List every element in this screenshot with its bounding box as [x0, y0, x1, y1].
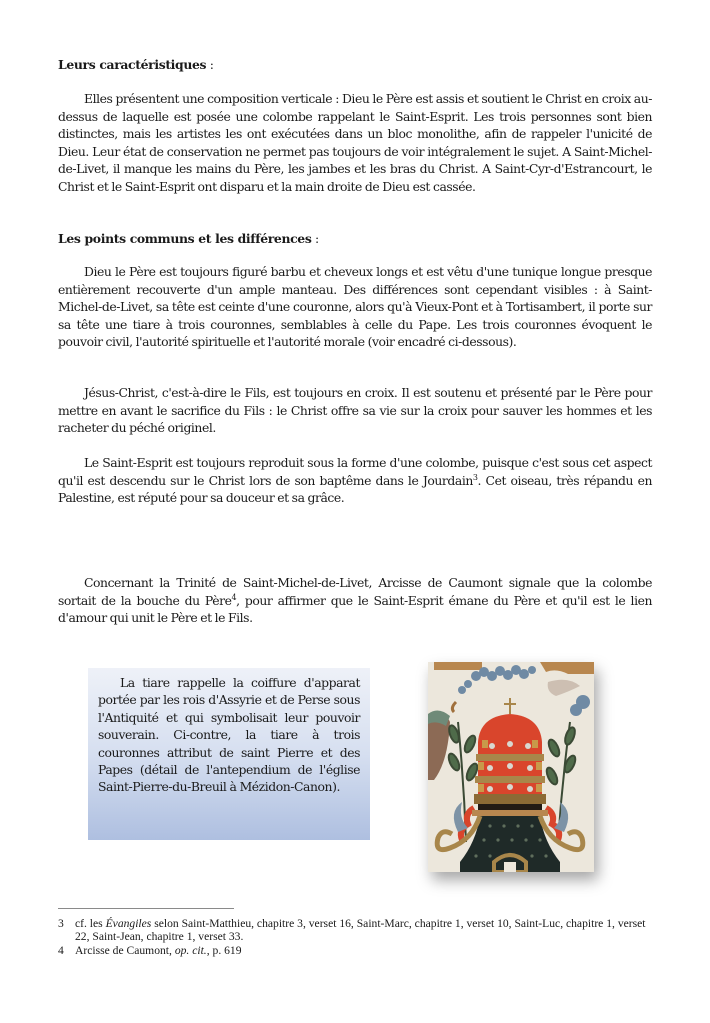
paragraph-god-the-father: Dieu le Père est toujours figuré barbu et cheveux longs et est vêtu d'une tunique longue presque entièrement recouverte d'un ample manteau. Des différences sont cependant visibles : à Saint-Michel-de-Livet, sa tête est ceinte d'une couronne, alors qu'à Vieux-Pont et à Tortisambert, il porte sur sa tête une tiare à trois couronnes, semblables à celle du Pape. Les trois couronnes évoquent le pouvoir civil, l'autorité spirituelle et l'autorité morale (voir encadré ci-dessous).: [58, 264, 652, 350]
heading-colon: :: [206, 57, 214, 72]
footnote-italic-title: Évangiles: [105, 917, 152, 930]
paragraph-composition: Elles présentent une composition verticale : Dieu le Père est assis et soutient le Christ en croix au-dessus de laquelle est posée une colombe rappelant le Saint-Esprit. Les trois personnes sont bien distinctes, mais les artistes les ont exécutées dans un bloc monolithe, afin de rappeler l'unicité de Dieu. Leur état de conservation ne permet pas toujours de voir intégralement le sujet. A Saint-Michel-de-Livet, il manque les mains du Père, les jambes et les bras du Christ. A Saint-Cyr-d'Estrancourt, le Christ et le Saint-Esprit ont disparu et la main droite de Dieu est cassée.: [58, 91, 652, 194]
footnote-ref-3[interactable]: 3: [472, 472, 478, 482]
paragraph-text: , pour affirmer que le Saint-Esprit émane du Père et qu'il est le lien d'amour qui unit le Père et le Fils.: [58, 592, 652, 626]
papal-tiara-illustration: [428, 662, 594, 872]
heading-text: Leurs caractéristiques: [58, 57, 207, 72]
footnote-number: 4: [58, 944, 64, 957]
footnote-4: [58, 944, 658, 957]
heading-text: Les points communs et les différences: [58, 231, 312, 246]
footnote-separator: [58, 908, 234, 909]
paragraph-text: Concernant la Trinité de Saint-Michel-de-Livet, Arcisse de Caumont signale que la colombe sortait de la bouche du Père: [58, 575, 652, 608]
tiara-info-text: La tiare rappelle la coiffure d'apparat portée par les rois d'Assyrie et de Perse sous l'Antiquité et qui symbolisait leur pouvoir souverain. Ci-contre, la tiare à trois couronnes attribut de saint Pierre et des Papes (détail de l'antependium de l'église Saint-Pierre-du-Breuil à Mézidon-Canon).: [98, 675, 360, 795]
footnote-text: [75, 917, 658, 944]
footnote-number: 3: [58, 917, 64, 930]
papal-tiara-image: [428, 662, 594, 872]
footnote-text-part: Arcisse de Caumont,: [75, 944, 175, 957]
heading-colon: :: [311, 231, 319, 246]
footnote-text: [75, 944, 658, 957]
footnote-italic-abbrev: op. cit.: [174, 944, 207, 957]
heading-characteristics: [58, 57, 214, 72]
paragraph-text: . Cet oiseau, très répandu en Palestine, est réputé pour sa douceur et sa grâce.: [58, 472, 652, 506]
heading-common-points: [58, 231, 319, 246]
paragraph-text: Le Saint-Esprit est toujours reproduit sous la forme d'une colombe, puisque c'est sous cet aspect qu'il est descendu sur le Christ lors de son baptême dans le Jourdain: [58, 455, 652, 488]
tiara: [474, 714, 546, 810]
tiara-info-box: [88, 668, 370, 840]
footnote-text-part: , p. 619: [206, 944, 242, 957]
footnote-text-part: selon Saint-Matthieu, chapitre 3, verset 16, Saint-Marc, chapitre 1, verset 10, Saint-Luc, chapitre 1, verset 22, Saint-Jean, chapitre 1, verset 33.: [75, 917, 646, 944]
frame-ornament: [434, 662, 482, 670]
paragraph-holy-spirit: [58, 454, 652, 507]
footnote-text-part: cf. les: [75, 917, 106, 930]
paragraph-jesus-christ: Jésus-Christ, c'est-à-dire le Fils, est toujours en croix. Il est soutenu et présenté par le Père pour mettre en avant le sacrifice du Fils : le Christ offre sa vie sur la croix pour sauver les hommes et les racheter du péché originel.: [58, 385, 652, 436]
footnote-3: [58, 917, 658, 944]
footnote-ref-4[interactable]: 4: [231, 592, 237, 602]
paragraph-caumont: [58, 574, 652, 627]
